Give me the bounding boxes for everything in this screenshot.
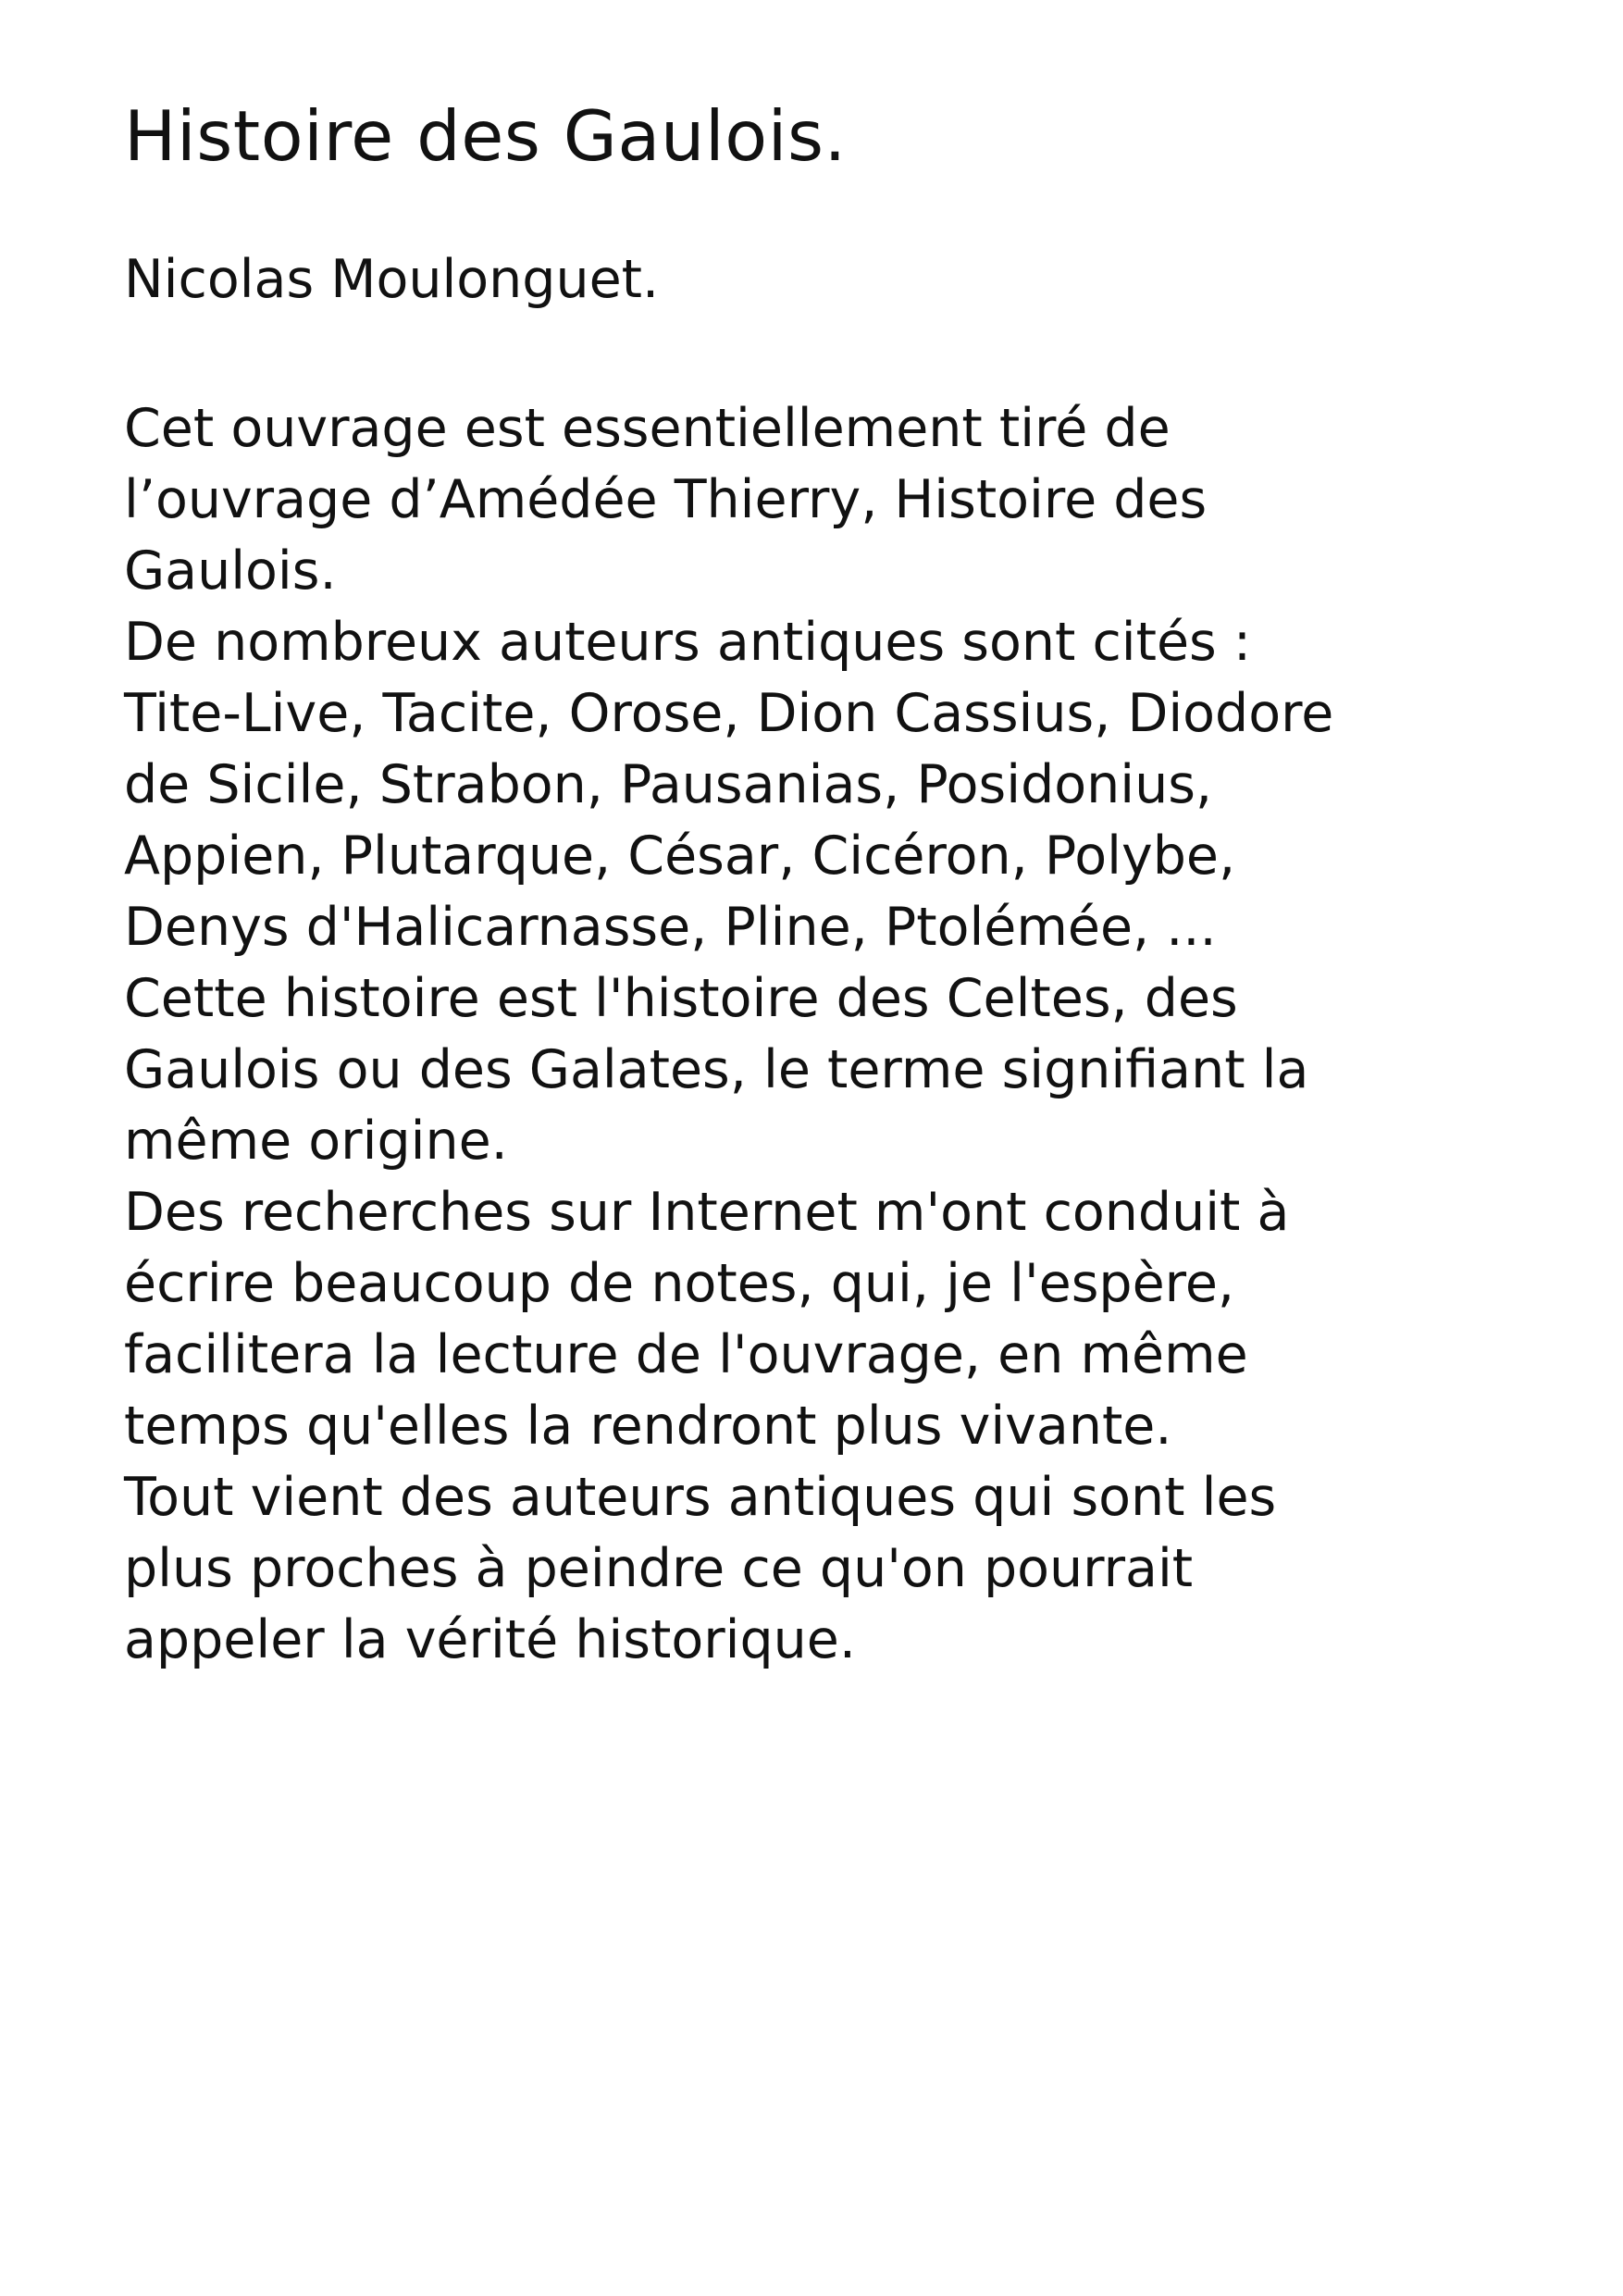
body-line: appeler la vérité historique.: [124, 1609, 856, 1670]
body-line: Tout vient des auteurs antiques qui sont les: [124, 1467, 1277, 1528]
body-line: Denys d'Halicarnasse, Pline, Ptolémée, ...: [124, 897, 1217, 958]
body-line: Cette histoire est l'histoire des Celtes, des: [124, 968, 1238, 1029]
body-line: Appien, Plutarque, César, Cicéron, Polybe,: [124, 825, 1236, 887]
body-line: Des recherches sur Internet m'ont conduit à: [124, 1182, 1290, 1243]
document-title: Histoire des Gaulois.: [124, 95, 847, 177]
body-line: facilitera la lecture de l'ouvrage, en même: [124, 1324, 1248, 1385]
body-line: écrire beaucoup de notes, qui, je l'espère,: [124, 1253, 1235, 1314]
body-line: temps qu'elles la rendront plus vivante.: [124, 1396, 1172, 1457]
body-line: de Sicile, Strabon, Pausanias, Posidonius,: [124, 754, 1213, 815]
body-line: Cet ouvrage est essentiellement tiré de: [124, 398, 1171, 459]
body-line: même origine.: [124, 1111, 508, 1172]
body-line: De nombreux auteurs antiques sont cités :: [124, 612, 1252, 673]
document-page: [124, 89, 1530, 1676]
body-line: plus proches à peindre ce qu'on pourrait: [124, 1538, 1194, 1599]
body-line: Gaulois ou des Galates, le terme signifiant la: [124, 1039, 1309, 1100]
body-line: l’ouvrage d’Amédée Thierry, Histoire des: [124, 469, 1208, 530]
body-line: Gaulois.: [124, 540, 337, 602]
document-author: Nicolas Moulonguet.: [124, 249, 660, 310]
document-body: [124, 393, 1530, 1676]
body-line: Tite-Live, Tacite, Orose, Dion Cassius, Diodore: [124, 683, 1334, 744]
